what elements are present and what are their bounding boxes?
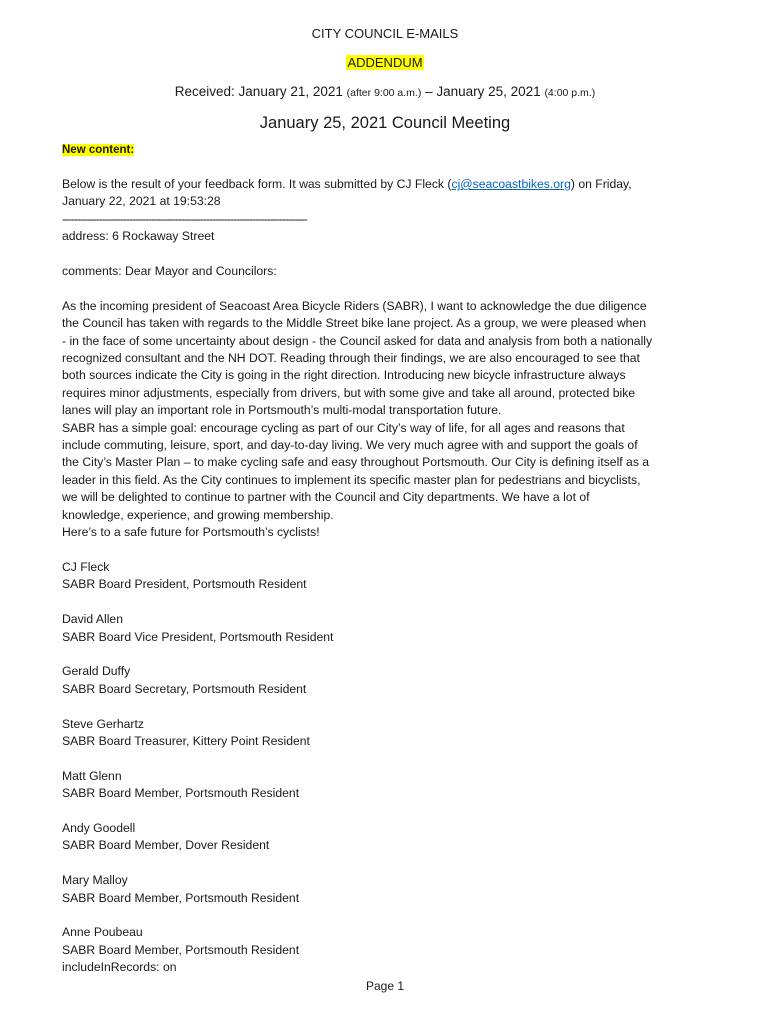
signatory-title: SABR Board Secretary, Portsmouth Resident (62, 681, 307, 696)
paragraph-line: include commuting, leisure, sport, and day-to-day living. We very much agree with and support the goals of (62, 438, 638, 453)
signatory-title: SABR Board Member, Portsmouth Resident (62, 786, 300, 801)
paragraph-1 (62, 298, 702, 420)
doc-heading: CITY COUNCIL E-MAILS (311, 26, 459, 41)
signatory-name: Andy Goodell (62, 820, 136, 835)
address-line: address: 6 Rockaway Street (62, 229, 215, 244)
meeting-title: January 25, 2021 Council Meeting (259, 114, 511, 132)
divider-line: -------------------------------------------------------------------------------- (62, 211, 307, 226)
signatory-name: Gerald Duffy (62, 664, 131, 679)
paragraph-line: requires minor adjustments, especially from drivers, but with some give and take all around, protected bike (62, 385, 636, 400)
intro-line (62, 176, 702, 193)
paragraph-line: knowledge, experience, and growing membership. (62, 507, 334, 522)
addendum-highlight: ADDENDUM (347, 55, 423, 70)
signatory-title: SABR Board Member, Dover Resident (62, 838, 270, 853)
received-after-time: (after 9:00 a.m.) (346, 87, 422, 99)
comments-line: comments: Dear Mayor and Councilors: (62, 264, 277, 279)
signatory-title: SABR Board Treasurer, Kittery Point Resident (62, 733, 310, 748)
received-start: Received: January 21, 2021 (174, 84, 347, 99)
email-link[interactable]: cj@seacoastbikes.org (451, 177, 571, 191)
signatory-name: Mary Malloy (62, 873, 128, 888)
signatory-list (62, 542, 702, 960)
paragraph-line: Here’s to a safe future for Portsmouth’s cyclists! (62, 525, 320, 540)
signatory-name: Matt Glenn (62, 768, 122, 783)
paragraph-line: recognized consultant and the NH DOT. Reading through their findings, we are also encouraged to see that (62, 351, 640, 366)
signatory-name: Anne Poubeau (62, 925, 143, 940)
intro-line-2: January 22, 2021 at 19:53:28 (62, 194, 221, 209)
paragraph-line: the Council has taken with regards to the Middle Street bike lane project. As a group, we were pleased when (62, 316, 646, 331)
paragraph-line: we will be delighted to continue to partner with the Council and City departments. We have a lot of (62, 490, 590, 505)
received-end-time: (4:00 p.m.) (544, 87, 596, 99)
signatory-title: SABR Board President, Portsmouth Resident (62, 577, 307, 592)
signatory-title: SABR Board Member, Portsmouth Resident (62, 890, 300, 905)
paragraph-line: the City’s Master Plan – to make cycling safe and easy throughout Portsmouth. Our City is defining itself as a (62, 455, 650, 470)
paragraph-line: - in the face of some uncertainty about design - the Council asked for data and analysis from both a nationally (62, 333, 653, 348)
email-body (62, 176, 702, 977)
new-content-label: New content: (62, 144, 135, 156)
intro-text-end: ) on Friday, (570, 177, 632, 191)
signatory-title: SABR Board Vice President, Portsmouth Resident (62, 629, 334, 644)
signatory-name: David Allen (62, 612, 123, 627)
paragraph-line: both sources indicate the City is going in the right direction. Introducing new bicycle infrastructure always (62, 368, 626, 383)
intro-text: Below is the result of your feedback form. It was submitted by CJ Fleck ( (62, 177, 452, 191)
signatory-title: SABR Board Member, Portsmouth Resident (62, 942, 300, 957)
signatory-name: Steve Gerhartz (62, 716, 144, 731)
received-range (0, 84, 770, 99)
paragraph-2 (62, 420, 702, 542)
paragraph-line: lanes will play an important role in Portsmouth’s multi-modal transportation future. (62, 403, 502, 418)
page-number: Page 1 (365, 979, 405, 993)
signatory-name: CJ Fleck (62, 559, 110, 574)
paragraph-line: SABR has a simple goal: encourage cycling as part of our City’s way of life, for all ages and reasons that (62, 420, 625, 435)
addendum-label (0, 55, 770, 70)
paragraph-line: leader in this field. As the City continues to implement its specific master plan for pedestrians and bicyclists, (62, 472, 641, 487)
include-records-line: includeInRecords: on (62, 960, 177, 975)
received-end: – January 25, 2021 (421, 84, 545, 99)
paragraph-line: As the incoming president of Seacoast Area Bicycle Riders (SABR), I want to acknowledge the due diligence (62, 298, 647, 313)
